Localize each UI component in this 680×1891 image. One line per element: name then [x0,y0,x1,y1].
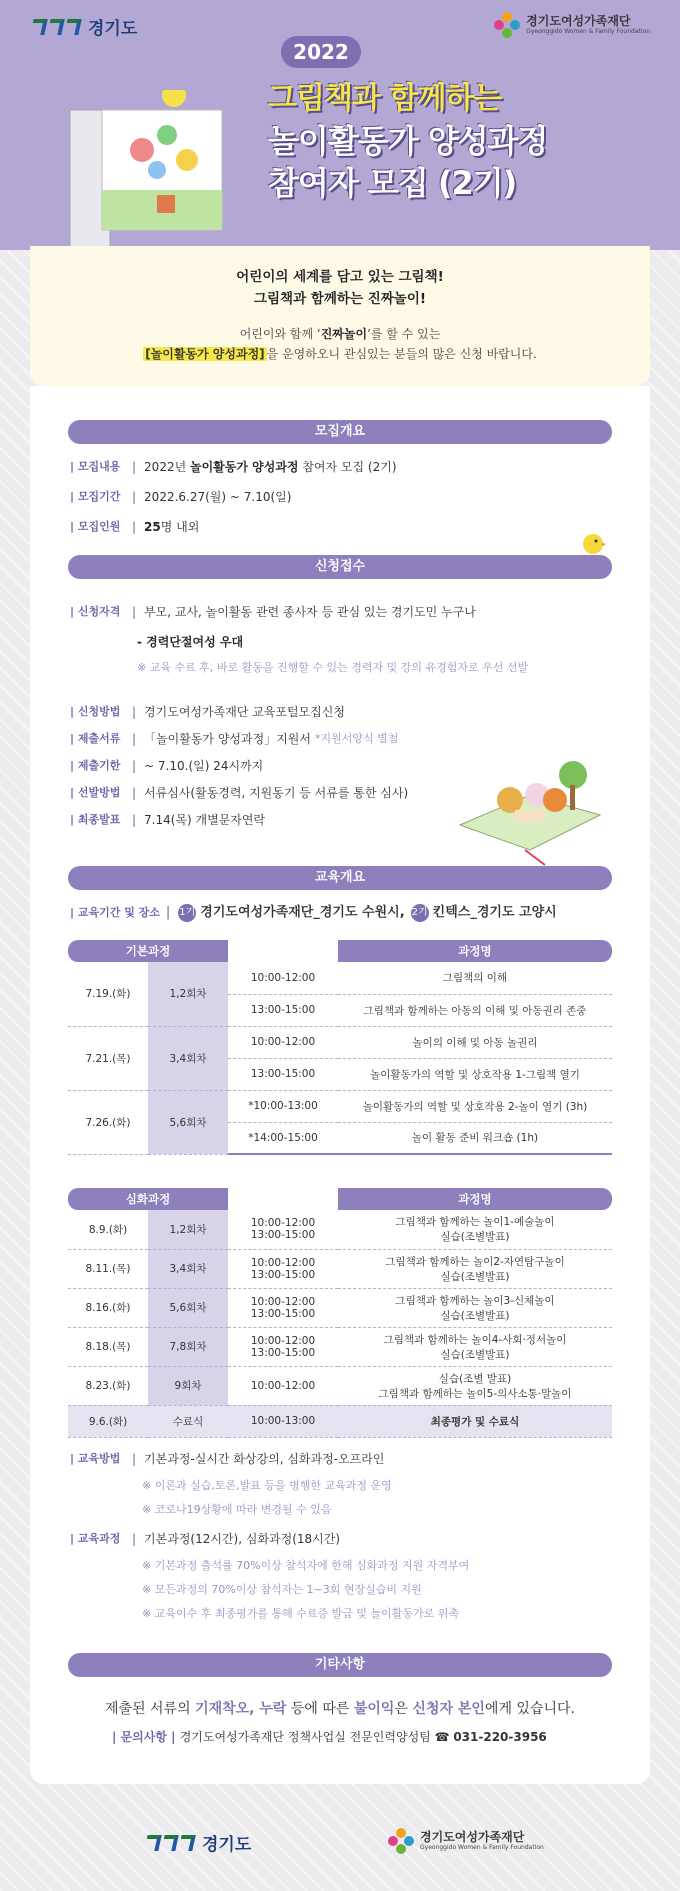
intro-text-2b: 을 운영하오니 관심있는 분들의 많은 신청 바랍니다. [266,347,537,361]
table-time: 10:00-12:00 [228,1366,338,1405]
table-date: 8.16.(화) [68,1288,148,1327]
footer-gyeonggi-logo[interactable] [146,1830,251,1855]
recruit-row-content: | 모집내용 | 2022년 놀이활동가 양성과정 참여자 모집 (2기) [70,458,397,476]
cohort-1-location: 경기도여성가족재단_경기도 수원시, [200,905,405,920]
apply-row-selection: | 선발방법 | 서류심사(활동경력, 지원동기 등 서류를 통한 심사) [70,784,408,802]
table-session: 9회차 [148,1366,228,1405]
section-misc-header: 기타사항 [68,1653,612,1677]
table-date: 8.18.(목) [68,1327,148,1366]
eligibility-preference: - 경력단절여성 우대 [137,635,244,649]
table-course: 그림책과 함께하는 놀이1-예술놀이 실습(조별발표) [338,1210,612,1249]
table-date: 7.26.(화) [68,1090,148,1154]
intro-heading-line-1: 어린이의 세계를 담고 있는 그림책! [236,269,444,285]
row-value-tail: 명 내외 [160,520,200,534]
intro-text [30,324,650,364]
footer-foundation-logo[interactable] [388,1828,544,1854]
basic-course-header: 기본과정 [68,940,228,962]
gyeonggi-logo-icon [32,19,80,35]
row-value-bold: 25 [144,520,161,534]
course-note-3: ※ 교육이수 후 최종평가를 통해 수료증 발급 및 놀이활동가로 위촉 [142,1607,459,1620]
row-value: 서류심사(활동경력, 지원동기 등 서류를 통한 심사) [144,786,409,800]
row-value: 경기도여성가족재단 교육포털모집신청 [144,705,345,719]
apply-row-deadline: | 제출기한 | ~ 7.10.(일) 24시까지 [70,757,263,775]
course-note-2: ※ 모든과정의 70%이상 참석자는 1~3회 현장실습비 지원 [142,1583,422,1596]
table-course: 놀이활동가의 역할 및 상호작용 2-놀이 열기 (3h) [338,1090,612,1122]
row-value: ~ 7.10.(일) 24시까지 [144,759,264,773]
foundation-name: 경기도여성가족재단 [526,14,631,28]
contact-label: 문의사항 [120,1730,167,1744]
cohort-2-badge: 2기 [411,904,429,922]
contact-text: 경기도여성가족재단 정책사업실 전문인력양성팀 ☎ [179,1730,454,1744]
apply-row-method: | 신청방법 | 경기도여성가족재단 교육포털모집신청 [70,703,345,721]
table-date: 7.21.(목) [68,1026,148,1090]
table-time: 13:00-15:00 [228,1058,338,1090]
table-session: 1,2회차 [148,962,228,1026]
advanced-course-header: 심화과정 [68,1188,228,1210]
table-session: 3,4회차 [148,1026,228,1090]
table-session: 3,4회차 [148,1249,228,1288]
gyeonggi-logo-text: 경기도 [88,19,138,39]
apply-row-eligibility: | 신청자격 | 부모, 교사, 놀이활동 관련 종사자 등 관심 있는 경기도민 누구나 [70,603,476,621]
table-time: 10:00-12:00 13:00-15:00 [228,1210,338,1249]
table-course: 그림책의 이해 [338,962,612,994]
year-badge: 2022 [281,36,361,68]
cohort-1-badge: 1기 [178,904,196,922]
method-note-2: ※ 코로나19상황에 따라 변경될 수 있음 [142,1503,332,1516]
row-label: | 교육방법 [70,1450,132,1468]
course-note-1: ※ 기본과정 출석률 70%이상 참석자에 한해 심화과정 지원 자격부여 [142,1559,470,1572]
table-session: 5,6회차 [148,1090,228,1154]
row-value: 「놀이활동가 양성과정」지원서 [144,732,311,746]
footer-logos [0,1820,680,1870]
row-value: 기본과정-실시간 화상강의, 심화과정-오프라인 [144,1452,385,1466]
footer-foundation-sub: Gyeonggido Women & Family Foundation [420,1844,544,1851]
intro-text-1a: 어린이와 함께 ‘ [239,327,321,341]
table-date: 7.19.(화) [68,962,148,1026]
footer-gyeonggi-text: 경기도 [202,1835,252,1855]
education-course-row: | 교육과정 | 기본과정(12시간), 심화과정(18시간) [70,1530,340,1548]
intro-box [30,246,650,386]
table-time: 10:00-12:00 [228,1026,338,1058]
table-session: 수료식 [148,1405,228,1437]
table-session: 7,8회차 [148,1327,228,1366]
intro-text-1c: ’를 할 수 있는 [367,327,441,341]
eligibility-note: ※ 교육 수료 후, 바로 활동을 진행할 수 있는 경력자 및 강의 유경험자로 우선 선발 [137,661,529,674]
apply-row-announcement: | 최종발표 | 7.14(목) 개별문자연락 [70,811,265,829]
foundation-logo[interactable] [494,12,650,38]
section-apply-header: 신청접수 [68,555,612,579]
header-banner [0,0,680,250]
table-course: 놀이활동가의 역할 및 상호작용 1-그림책 열기 [338,1058,612,1090]
attachment-note: *지원서양식 별첨 [314,732,399,745]
row-label: | 모집인원 [70,518,132,536]
education-method-row: | 교육방법 | 기본과정-실시간 화상강의, 심화과정-오프라인 [70,1450,384,1468]
table-time: 10:00-12:00 13:00-15:00 [228,1249,338,1288]
row-label: | 최종발표 [70,811,132,829]
row-label: | 모집기간 [70,488,132,506]
row-value: 7.14(목) 개별문자연락 [144,813,266,827]
table-date: 8.11.(목) [68,1249,148,1288]
course-name-header: 과정명 [338,940,612,962]
title-line-2: 놀이활동가 양성과정 [268,122,548,160]
table-course: 그림책과 함께하는 놀이4-사회·정서놀이 실습(조별발표) [338,1327,612,1366]
table-time: 10:00-12:00 [228,962,338,994]
row-label: | 선발방법 [70,784,132,802]
foundation-logo-icon [494,12,520,38]
section-education-header: 교육개요 [68,866,612,890]
row-value: 2022.6.27(월) ~ 7.10(일) [144,490,292,504]
row-label: | 신청방법 [70,703,132,721]
row-label: | 제출기한 [70,757,132,775]
table-time: 10:00-12:00 13:00-15:00 [228,1327,338,1366]
table-course: 놀이 활동 준비 워크숍 (1h) [338,1122,612,1154]
table-course: 실습(조별 발표) 그림책과 함께하는 놀이5-의사소통·말놀이 [338,1366,612,1405]
row-label: | 제출서류 [70,730,132,748]
chick-icon [580,530,606,556]
row-value-bold: 놀이활동가 양성과정 [190,460,299,474]
method-note-1: ※ 이론과 실습,토론,발표 등을 병행한 교육과정 운영 [142,1479,392,1492]
table-course: 그림책과 함께하는 놀이2-자연탐구놀이 실습(조별발표) [338,1249,612,1288]
advanced-course-table [68,1188,612,1438]
table-date: 9.6.(화) [68,1405,148,1437]
intro-text-1b: 진짜놀이 [320,327,368,341]
cohort-2-location: 킨텍스_경기도 고양시 [432,905,557,920]
animals-book-illustration [455,755,605,875]
recruit-row-period: | 모집기간 | 2022.6.27(월) ~ 7.10(일) [70,488,291,506]
contact-phone[interactable]: 031-220-3956 [453,1730,547,1744]
row-label: | 교육과정 [70,1530,132,1548]
row-label: | 교육기간 및 장소 [70,904,160,922]
basic-course-table [68,940,612,1155]
table-time: 10:00-13:00 [228,1405,338,1437]
table-date: 8.23.(화) [68,1366,148,1405]
contact-info: | 문의사항 | 경기도여성가족재단 정책사업실 전문인력양성팀 ☎ 031-220-3956 [112,1730,547,1744]
row-label: | 모집내용 [70,458,132,476]
table-time: *14:00-15:00 [228,1122,338,1154]
row-value-tail: 참여자 모집 (2기) [298,460,397,474]
row-value: 부모, 교사, 놀이활동 관련 종사자 등 관심 있는 경기도민 누구나 [144,605,476,619]
misc-notice: 제출된 서류의 기재착오, 누락 등에 따른 불이익은 신청자 본인에게 있습니다. [105,1701,575,1717]
section-recruit-header: 모집개요 [68,420,612,444]
title-line-3: 참여자 모집 (2기) [268,164,517,202]
table-time: *10:00-13:00 [228,1090,338,1122]
intro-heading [30,266,650,310]
picture-book-illustration [62,90,232,260]
recruit-row-count: | 모집인원 | 25명 내외 [70,518,199,536]
table-time: 13:00-15:00 [228,994,338,1026]
row-value: 기본과정(12시간), 심화과정(18시간) [144,1532,341,1546]
gyeonggi-logo-icon [146,1835,194,1851]
footer-foundation-name: 경기도여성가족재단 [420,1830,525,1844]
table-time: 10:00-12:00 13:00-15:00 [228,1288,338,1327]
table-session: 5,6회차 [148,1288,228,1327]
foundation-name-en: Gyeonggido Women & Family Foundation [526,28,650,35]
table-course: 놀이의 이해 및 아동 놀권리 [338,1026,612,1058]
table-date: 8.9.(화) [68,1210,148,1249]
foundation-logo-icon [388,1828,414,1854]
intro-highlight: [놀이활동가 양성과정] [145,347,265,361]
table-session: 1,2회차 [148,1210,228,1249]
apply-row-documents: | 제출서류 | 「놀이활동가 양성과정」지원서 *지원서양식 별첨 [70,730,398,748]
table-course: 그림책과 함께하는 아동의 이해 및 아동권리 존중 [338,994,612,1026]
education-period-location: | 교육기간 및 장소 | 1기 경기도여성가족재단_경기도 수원시, 2기 킨텍스_경기도 고양시 [70,904,557,922]
table-course: 최종평가 및 수료식 [338,1405,612,1437]
page-title [268,78,668,204]
row-value: 2022년 [144,460,190,474]
course-name-header: 과정명 [338,1188,612,1210]
gyeonggi-logo[interactable] [32,14,137,39]
title-line-1: 그림책과 함께하는 [268,81,502,116]
row-label: | 신청자격 [70,603,132,621]
table-course: 그림책과 함께하는 놀이3-신체놀이 실습(조별발표) [338,1288,612,1327]
intro-heading-line-2: 그림책과 함께하는 진짜놀이! [253,291,427,307]
